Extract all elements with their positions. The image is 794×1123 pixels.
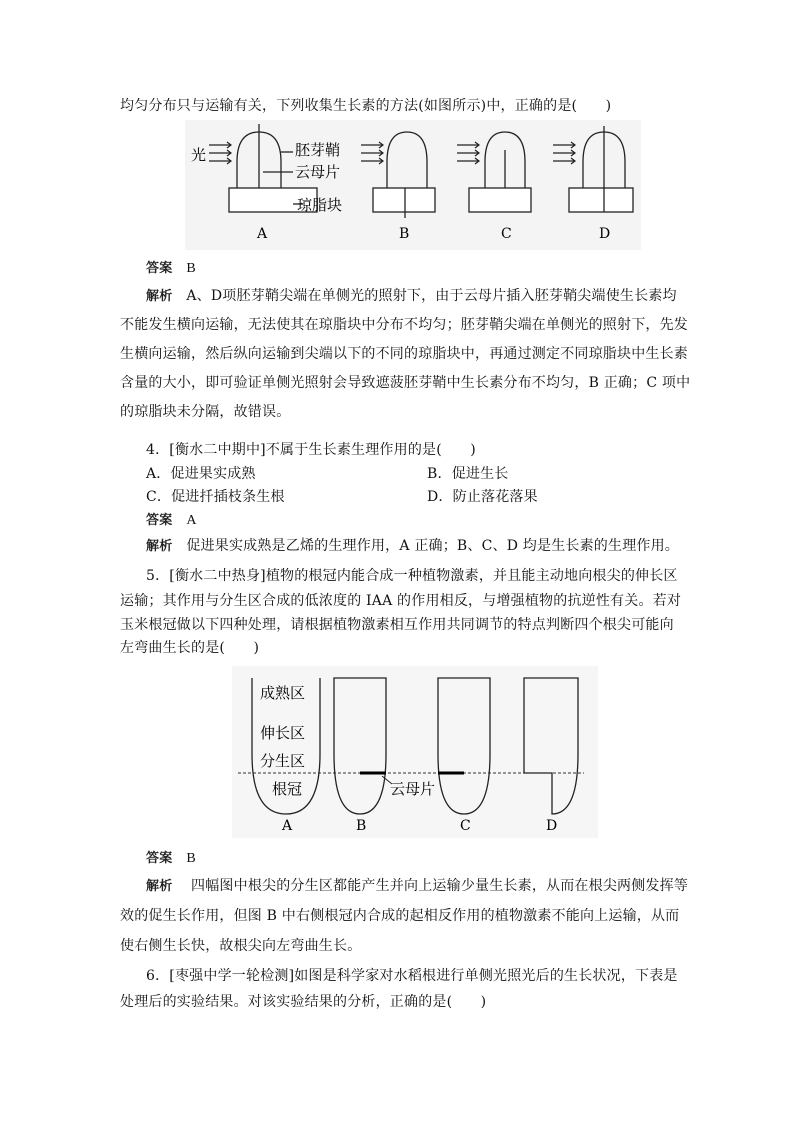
analysis-label: 解析 [146, 879, 173, 894]
q3-answer-row [146, 258, 196, 279]
mica-label: 云母片 [390, 780, 436, 798]
analysis-label: 解析 [146, 289, 173, 304]
q4-option-c: C．促进扦插枝条生根 [146, 489, 285, 505]
q5-stem-line-4: 左弯曲生长的是( ) [120, 640, 260, 656]
q6-stem-line-1: 6．[枣强中学一轮检测]如图是科学家对水稻根进行单侧光照光后的生长状况，下表是 [146, 968, 678, 984]
zone-mature: 成熟区 [260, 684, 306, 702]
zone-meristem: 分生区 [260, 752, 306, 770]
answer-label: 答案 [146, 851, 173, 866]
option-b: B [399, 226, 410, 242]
q4-stem: 4．[衡水二中期中]不属于生长素生理作用的是( ) [146, 442, 476, 458]
light-arrows-a [209, 142, 231, 164]
label-coleoptile: 胚芽鞘 [295, 141, 341, 159]
q5-stem-line-2: 运输；其作用与分生区合成的低浓度的 IAA 的作用相反，与增强植物的抗逆性有关。若对 [120, 593, 682, 609]
q4-option-a: A．促进果实成熟 [146, 466, 256, 482]
zone-elongation: 伸长区 [260, 724, 306, 742]
option-a: A [257, 226, 268, 242]
zone-rootcap: 根冠 [272, 780, 303, 798]
q5-stem-line-1: 5．[衡水二中热身]植物的根冠内能合成一种植物激素，并且能主动地向根尖的伸长区 [146, 568, 678, 584]
light-label: 光 [191, 146, 207, 164]
q3-analysis-line-4: 含量的大小，即可验证单侧光照射会导致遮菠胚芽鞘中生长素分布不均匀，B 正确；C 项中 [120, 375, 691, 391]
q3-analysis-line-2: 不能发生横向运输，无法使其在琼脂块中分布不均匀；胚芽鞘尖端在单侧光的照射下，先发 [120, 317, 688, 333]
answer-label: 答案 [146, 261, 173, 276]
coleoptile-figure [185, 120, 641, 250]
q4-analysis: 解析 促进果实成熟是乙烯的生理作用，A 正确；B、C、D 均是生长素的生理作用。 [146, 538, 679, 554]
root-option-c: C [460, 818, 471, 834]
q3-analysis-line-5: 的琼脂块未分隔，故错误。 [120, 404, 291, 420]
q4-answer-row [146, 510, 197, 531]
light-arrows-b [361, 142, 383, 164]
root-tip-figure [232, 666, 598, 838]
q4-option-b: B．促进生长 [427, 466, 509, 482]
q3-analysis-line-1: 解析 A、D项胚芽鞘尖端在单侧光的照射下，由于云母片插入胚芽鞘尖端使生长素均 [146, 288, 677, 304]
intro-line: 均匀分布只与运输有关，下列收集生长素的方法(如图所示)中，正确的是( ) [120, 98, 612, 114]
answer-value: B [186, 261, 196, 276]
root-option-d: D [546, 818, 558, 834]
option-c: C [501, 226, 512, 242]
answer-value: A [186, 513, 197, 528]
q5-analysis-line-1: 解析 四幅图中根尖的分生区都能产生并向上运输少量生长素，从而在根尖两侧发挥等 [146, 878, 689, 894]
q5-answer-row [146, 848, 196, 869]
label-mica: 云母片 [295, 163, 341, 181]
q6-stem-line-2: 处理后的实验结果。对该实验结果的分析，正确的是( ) [120, 994, 487, 1010]
q5-stem-line-3: 玉米根冠做以下四种处理，请根据植物激素相互作用共同调节的特点判断四个根尖可能向 [120, 617, 674, 633]
light-arrows-d [553, 142, 575, 164]
q3-analysis-line-3: 生横向运输，然后纵向运输到尖端以下的不同的琼脂块中，再通过测定不同琼脂块中生长素 [120, 346, 688, 362]
light-arrows-c [457, 142, 479, 164]
q5-analysis-line-3: 使右侧生长快，故根尖向左弯曲生长。 [120, 938, 362, 954]
q5-analysis-line-2: 效的促生长作用，但图 B 中右侧根冠内合成的起相反作用的植物激素不能向上运输，从而 [120, 908, 680, 924]
label-agar: 琼脂块 [297, 196, 343, 214]
q4-option-d: D．防止落花落果 [427, 489, 538, 505]
option-d: D [599, 226, 611, 242]
root-option-a: A [282, 818, 293, 834]
answer-value: B [186, 851, 196, 866]
root-option-b: B [356, 818, 367, 834]
analysis-label: 解析 [146, 539, 173, 554]
answer-label: 答案 [146, 513, 173, 528]
